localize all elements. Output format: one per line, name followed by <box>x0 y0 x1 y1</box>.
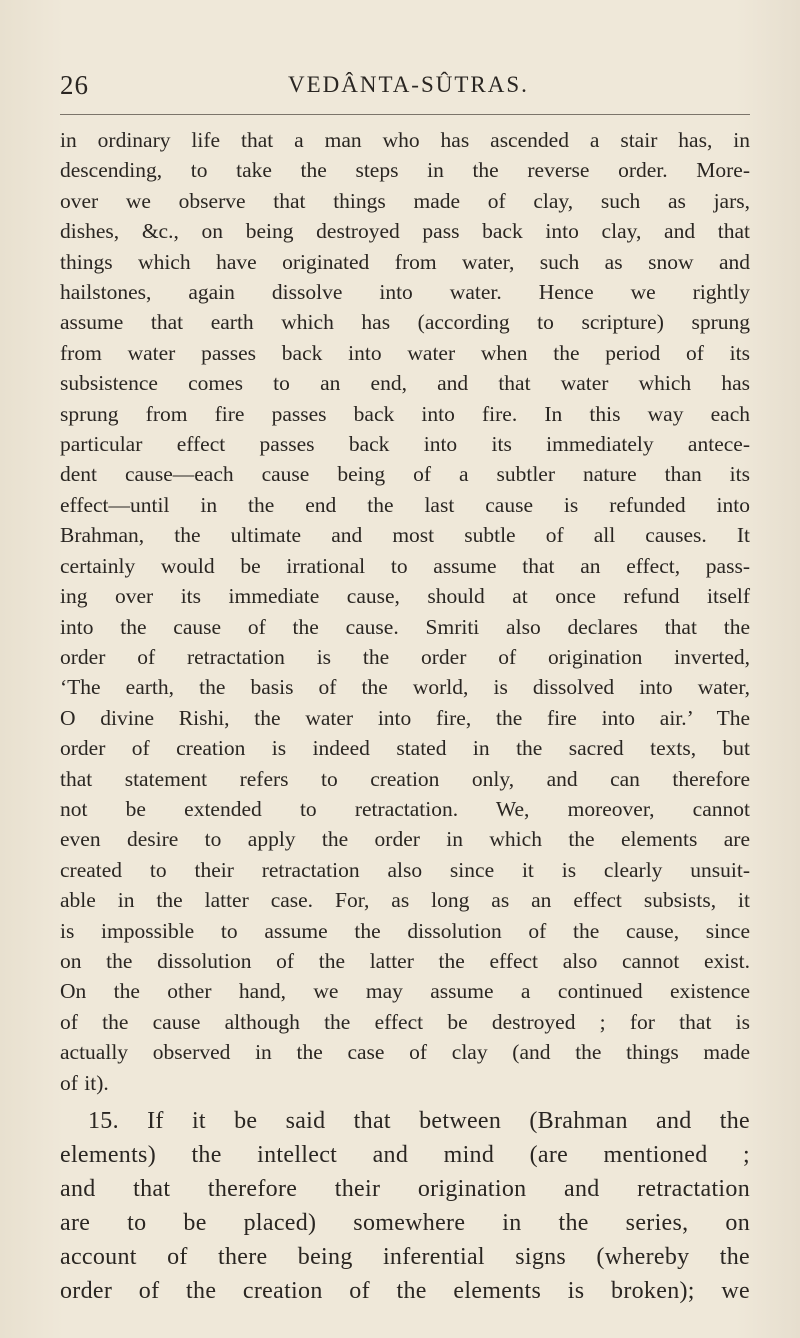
text-line: descending, to take the steps in the reverse order. More- <box>60 158 750 183</box>
sutra-15 <box>60 1104 750 1308</box>
text-line: not be extended to retractation. We, moreover, cannot <box>60 796 750 821</box>
text-line: sprung from fire passes back into fire. In this way each <box>60 401 750 426</box>
header-rule <box>60 114 750 115</box>
text-line: order of creation is indeed stated in the sacred texts, but <box>60 736 750 761</box>
text-line: created to their retractation also since it is clearly unsuit- <box>60 857 750 882</box>
running-head <box>60 70 750 110</box>
text-line: elements) the intellect and mind (are mentioned ; <box>60 1142 750 1168</box>
text-line: is impossible to assume the dissolution of the cause, since <box>60 918 750 943</box>
text-line: dent cause—each cause being of a subtler nature than its <box>60 462 750 487</box>
text-line: hailstones, again dissolve into water. Hence we rightly <box>60 280 750 305</box>
text-line: are to be placed) somewhere in the series, on <box>60 1210 750 1236</box>
text-line: in ordinary life that a man who has ascended a stair has, in <box>60 128 750 152</box>
text-line: of the cause although the effect be destroyed ; for that is <box>60 1009 750 1034</box>
text-line: order of retractation is the order of origination inverted, <box>60 644 750 669</box>
body-text <box>60 125 750 1308</box>
text-line: dishes, &c., on being destroyed pass back into clay, and that <box>60 219 750 244</box>
text-line: certainly would be irrational to assume that an effect, pass- <box>60 553 750 578</box>
text-line: Brahman, the ultimate and most subtle of all causes. It <box>60 523 750 548</box>
text-line: particular effect passes back into its immediately antece- <box>60 432 750 457</box>
text-line: into the cause of the cause. Smriti also declares that the <box>60 614 750 639</box>
text-line: able in the latter case. For, as long as an effect subsists, it <box>60 888 750 913</box>
text-line: On the other hand, we may assume a continued existence <box>60 979 750 1004</box>
running-title: VEDÂNTA-SÛTRAS. <box>288 72 529 97</box>
text-line: from water passes back into water when the period of its <box>60 340 750 365</box>
text-line: and that therefore their origination and retractation <box>60 1176 750 1202</box>
text-line: ing over its immediate cause, should at once refund itself <box>60 584 750 609</box>
text-line: of it). <box>60 1070 109 1095</box>
text-line: assume that earth which has (according to scripture) sprung <box>60 310 750 335</box>
text-line: account of there being inferential signs (whereby the <box>60 1244 750 1270</box>
text-line: 15. If it be said that between (Brahman and the <box>88 1108 750 1134</box>
page-number: 26 <box>60 70 89 100</box>
text-line: actually observed in the case of clay (and the things made <box>60 1040 750 1065</box>
text-line: things which have originated from water, such as snow and <box>60 249 750 274</box>
paragraph-retractation-order <box>60 125 750 1098</box>
text-line: on the dissolution of the latter the effect also cannot exist. <box>60 948 750 973</box>
text-line: O divine Rishi, the water into fire, the fire into air.’ The <box>60 705 750 730</box>
text-line: order of the creation of the elements is broken); we <box>60 1278 750 1304</box>
text-line: effect—until in the end the last cause is refunded into <box>60 492 750 517</box>
text-line: even desire to apply the order in which the elements are <box>60 827 750 852</box>
text-line: subsistence comes to an end, and that water which has <box>60 371 750 396</box>
text-line: that statement refers to creation only, and can therefore <box>60 766 750 791</box>
text-line: ‘The earth, the basis of the world, is dissolved into water, <box>60 675 750 700</box>
text-line: over we observe that things made of clay, such as jars, <box>60 188 750 213</box>
